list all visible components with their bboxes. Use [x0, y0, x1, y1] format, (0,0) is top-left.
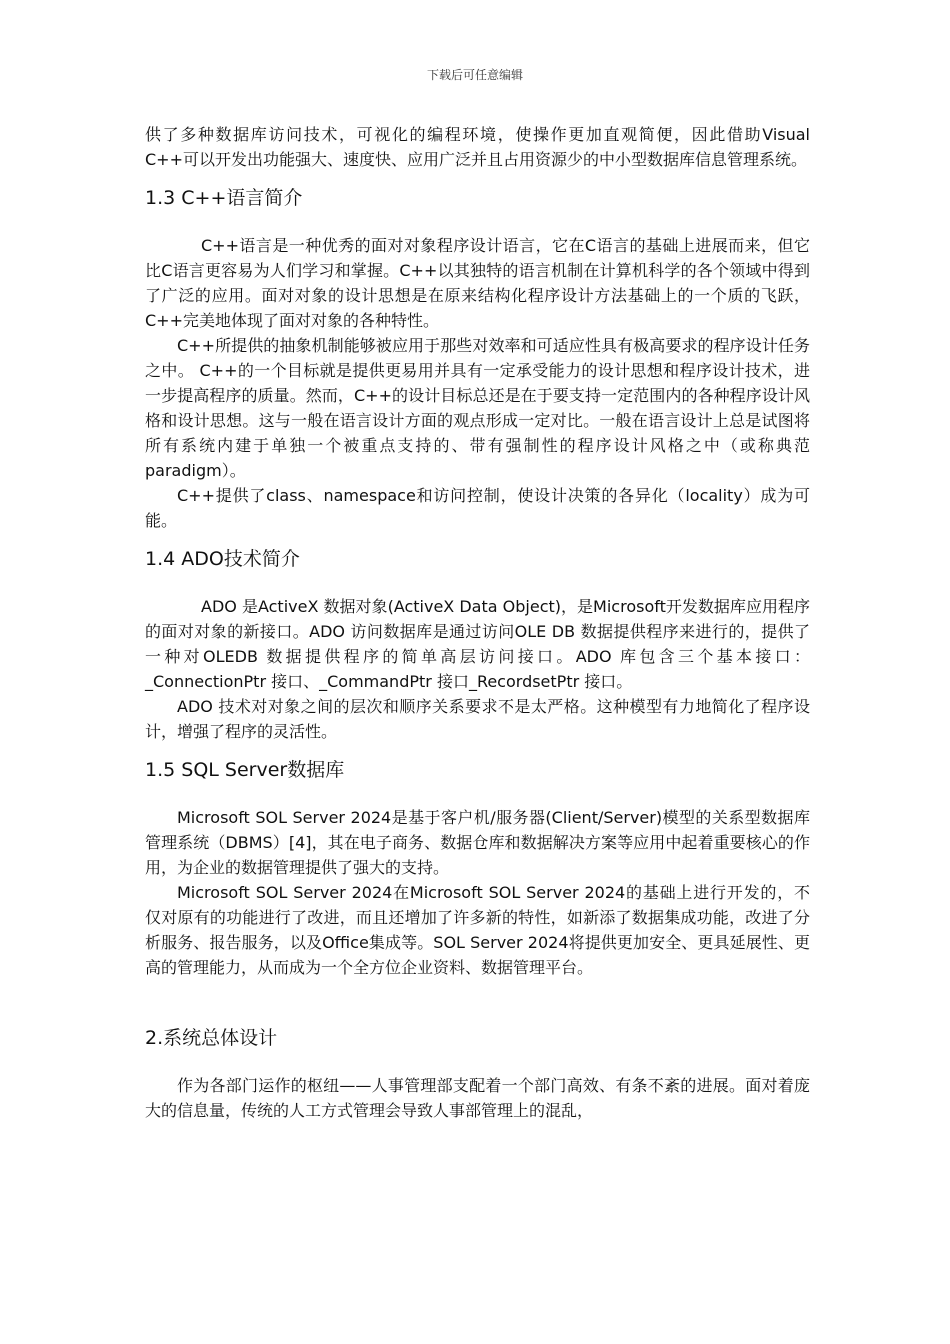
- document-body: [145, 122, 810, 1123]
- section-1-4-paragraph-1: ADO 是ActiveX 数据对象(ActiveX Data Object)，是Microsoft开发数据库应用程序的面对对象的新接口。ADO 访问数据库是通过访问OLE DB 数据提供程序来进行的，提供了一种对OLEDB 数据提供程序的简单高层访问接口。ADO 库包含三个基本接口：_ConnectionPtr 接口、_CommandPtr 接口_RecordsetPtr 接口。: [145, 597, 810, 691]
- section-1-4-title: 1.4 ADO技术简介: [145, 548, 300, 570]
- section-1-5-title: 1.5 SQL Server数据库: [145, 759, 345, 781]
- section-1-3-title: 1.3 C++语言简介: [145, 187, 303, 209]
- section-1-5-paragraph-1: Microsoft SOL Server 2024是基于客户机/服务器(Client/Server)模型的关系型数据库管理系统（DBMS）[4]，其在电子商务、数据仓库和数据解决方案等应用中起着重要核心的作用，为企业的数据管理提供了强大的支持。: [145, 808, 810, 877]
- section-1-3-paragraph-2: C++所提供的抽象机制能够被应用于那些对效率和可适应性具有极高要求的程序设计任务之中。 C++的一个目标就是提供更易用并具有一定承受能力的设计思想和程序设计技术，进一步提高程序的质量。然而，C++的设计目标总还是在于要支持一定范围内的各种程序设计风格和设计思想。这与一般在语言设计方面的观点形成一定对比。一般在语言设计上总是试图将所有系统内建于单独一个被重点支持的、带有强制性的程序设计风格之中（或称典范paradigm）。: [145, 336, 810, 480]
- section-1-3-paragraph-3: C++提供了class、namespace和访问控制，使设计决策的各异化（locality）成为可能。: [145, 486, 810, 530]
- page-header: 下载后可任意编辑: [426, 68, 523, 82]
- section-1-4-paragraph-2: ADO 技术对对象之间的层次和顺序关系要求不是太严格。这种模型有力地简化了程序设计，增强了程序的灵活性。: [145, 697, 810, 741]
- section-1-5-paragraph-2: Microsoft SOL Server 2024在Microsoft SOL Server 2024的基础上进行开发的，不仅对原有的功能进行了改进，而且还增加了许多新的特性，如新添了数据集成功能，改进了分析服务、报告服务，以及Office集成等。SOL Server 2024将提供更加安全、更具延展性、更高的管理能力，从而成为一个全方位企业资料、数据管理平台。: [145, 883, 810, 977]
- section-2-paragraph-1: 作为各部门运作的枢纽——人事管理部支配着一个部门高效、有条不紊的进展。面对着庞大的信息量，传统的人工方式管理会导致人事部管理上的混乱，: [145, 1076, 810, 1120]
- section-2-title: 2.系统总体设计: [145, 1027, 278, 1049]
- intro-paragraph: 供了多种数据库访问技术，可视化的编程环境，使操作更加直观简便，因此借助Visual C++可以开发出功能强大、速度快、应用广泛并且占用资源少的中小型数据库信息管理系统。: [145, 125, 810, 169]
- section-1-3-paragraph-1: C++语言是一种优秀的面对对象程序设计语言，它在C语言的基础上进展而来，但它比C语言更容易为人们学习和掌握。C++以其独特的语言机制在计算机科学的各个领域中得到了广泛的应用。面对对象的设计思想是在原来结构化程序设计方法基础上的一个质的飞跃，C++完美地体现了面对对象的各种特性。: [145, 236, 810, 330]
